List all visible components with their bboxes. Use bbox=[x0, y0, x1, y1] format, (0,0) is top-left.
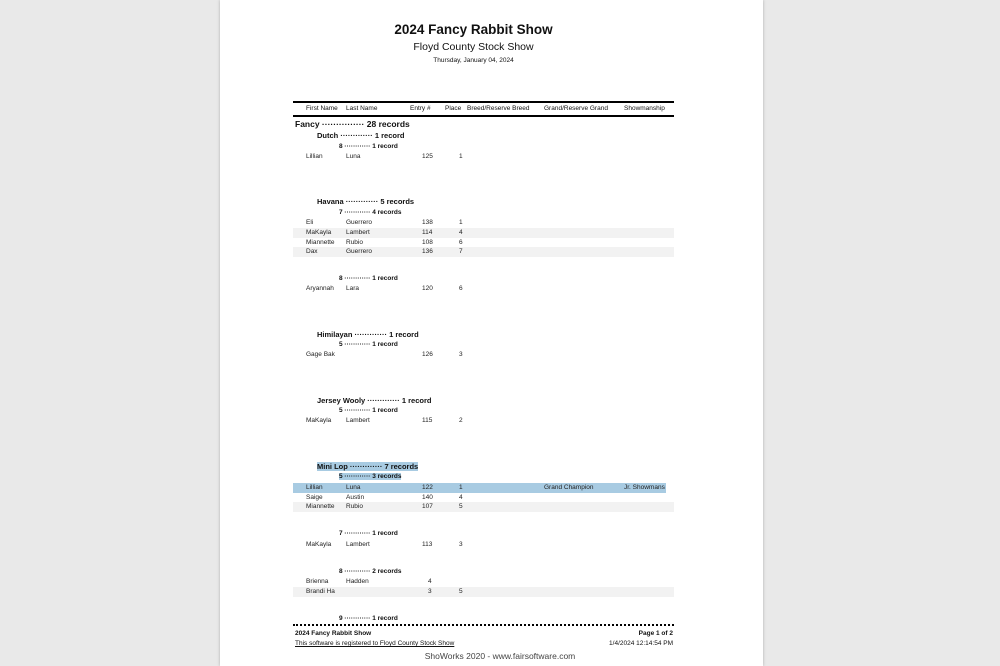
table-row bbox=[293, 247, 674, 257]
breed-mini-lop bbox=[317, 462, 418, 471]
entry-number: 107 bbox=[422, 503, 433, 510]
group-fancy: Fancy ··············· 28 records bbox=[295, 119, 410, 129]
entry-number: 140 bbox=[422, 494, 433, 501]
breed-dutch: Dutch ············· 1 record bbox=[317, 131, 405, 140]
entry-number: 108 bbox=[422, 239, 433, 246]
last-name: Lambert bbox=[346, 417, 370, 424]
entry-number: 136 bbox=[422, 248, 433, 255]
first-name: Aryannah bbox=[306, 285, 334, 292]
last-name: Rubio bbox=[346, 503, 363, 510]
place: 6 bbox=[459, 239, 463, 246]
footer-title: 2024 Fancy Rabbit Show bbox=[295, 630, 372, 637]
first-name: Miannette bbox=[306, 503, 335, 510]
entry-number: 3 bbox=[428, 588, 432, 595]
col-place: Place bbox=[445, 105, 462, 112]
report-date: Thursday, January 04, 2024 bbox=[433, 57, 514, 64]
table-row bbox=[293, 284, 674, 294]
first-name: Gage Bak bbox=[306, 351, 335, 358]
credit-line: ShoWorks 2020 - www.fairsoftware.com bbox=[424, 651, 576, 661]
place: 5 bbox=[459, 588, 463, 595]
col-showmanship: Showmanship bbox=[624, 105, 665, 112]
first-name: MaKayla bbox=[306, 417, 332, 424]
last-name: Hadden bbox=[346, 578, 369, 585]
entry-number: 122 bbox=[422, 484, 433, 491]
place: 2 bbox=[459, 417, 463, 424]
report-title: 2024 Fancy Rabbit Show bbox=[394, 22, 553, 37]
place: 7 bbox=[459, 248, 463, 255]
report-subtitle: Floyd County Stock Show bbox=[413, 41, 534, 53]
table-row bbox=[293, 350, 674, 360]
last-name: Luna bbox=[346, 153, 361, 160]
last-name: Austin bbox=[346, 494, 365, 501]
class-minilop-8: 8 ············ 2 records bbox=[339, 568, 402, 575]
class-minilop-5 bbox=[339, 473, 401, 480]
first-name: Brienna bbox=[306, 578, 329, 585]
last-name: Lambert bbox=[346, 229, 370, 236]
last-name: Rubio bbox=[346, 239, 363, 246]
table-row bbox=[293, 577, 674, 587]
table-row bbox=[293, 416, 674, 426]
place: 6 bbox=[459, 285, 463, 292]
col-grand: Grand/Reserve Grand bbox=[544, 105, 608, 112]
place: 4 bbox=[459, 494, 463, 501]
breed-mini-lop-label: Mini Lop ············· 7 records bbox=[317, 462, 419, 471]
class-minilop-5-label: 5 ············ 3 records bbox=[339, 473, 402, 480]
entry-number: 4 bbox=[428, 578, 432, 585]
place: 3 bbox=[459, 541, 463, 548]
first-name: Miannette bbox=[306, 239, 335, 246]
place: 5 bbox=[459, 503, 463, 510]
first-name: Eli bbox=[306, 219, 314, 226]
footer-rule bbox=[293, 624, 674, 626]
first-name: MaKayla bbox=[306, 541, 332, 548]
grand-reserve-grand: Grand Champion bbox=[544, 484, 594, 491]
first-name: Brandi Ha bbox=[306, 588, 335, 595]
table-row bbox=[293, 540, 674, 550]
entry-number: 113 bbox=[422, 541, 433, 548]
place: 3 bbox=[459, 351, 463, 358]
breed-jersey-wooly: Jersey Wooly ············· 1 record bbox=[317, 396, 432, 405]
col-first-name: First Name bbox=[306, 105, 338, 112]
first-name: Lillian bbox=[306, 484, 323, 491]
header-bottom-rule bbox=[293, 115, 674, 117]
breed-havana: Havana ············· 5 records bbox=[317, 197, 415, 206]
table-row bbox=[293, 152, 674, 162]
class-havana-8: 8 ············ 1 record bbox=[339, 275, 398, 282]
first-name: Lillian bbox=[306, 153, 323, 160]
entry-number: 125 bbox=[422, 153, 433, 160]
report-page bbox=[220, 0, 763, 666]
place: 1 bbox=[459, 153, 463, 160]
col-last-name: Last Name bbox=[346, 105, 378, 112]
last-name: Lambert bbox=[346, 541, 370, 548]
col-breed: Breed/Reserve Breed bbox=[467, 105, 530, 112]
first-name: Saige bbox=[306, 494, 323, 501]
breed-himilayan: Himilayan ············· 1 record bbox=[317, 330, 419, 339]
entry-number: 115 bbox=[422, 417, 433, 424]
table-row bbox=[293, 502, 674, 512]
entry-number: 138 bbox=[422, 219, 433, 226]
last-name: Guerrero bbox=[346, 219, 373, 226]
class-himilayan-5: 5 ············ 1 record bbox=[339, 341, 398, 348]
col-entry: Entry # bbox=[410, 105, 431, 112]
showmanship: Jr. Showmans bbox=[624, 484, 665, 491]
place: 1 bbox=[459, 484, 463, 491]
header-top-rule bbox=[293, 101, 674, 103]
place: 4 bbox=[459, 229, 463, 236]
footer-page: Page 1 of 2 bbox=[638, 630, 673, 637]
table-row-selected bbox=[293, 483, 666, 493]
last-name: Guerrero bbox=[346, 248, 373, 255]
table-row bbox=[293, 587, 674, 597]
first-name: MaKayla bbox=[306, 229, 332, 236]
footer-printed: 1/4/2024 12:14:54 PM bbox=[609, 640, 673, 647]
entry-number: 120 bbox=[422, 285, 433, 292]
entry-number: 126 bbox=[422, 351, 433, 358]
table-row bbox=[293, 228, 674, 238]
class-jersey-5: 5 ············ 1 record bbox=[339, 407, 398, 414]
entry-number: 114 bbox=[422, 229, 433, 236]
class-dutch-8: 8 ············ 1 record bbox=[339, 143, 398, 150]
class-minilop-7: 7 ············ 1 record bbox=[339, 530, 398, 537]
class-havana-7: 7 ············ 4 records bbox=[339, 209, 402, 216]
first-name: Dax bbox=[306, 248, 318, 255]
footer-registered: This software is registered to Floyd County Stock Show bbox=[295, 640, 455, 647]
last-name: Luna bbox=[346, 484, 361, 491]
class-minilop-9: 9 ············ 1 record bbox=[339, 615, 398, 622]
last-name: Lara bbox=[346, 285, 360, 292]
place: 1 bbox=[459, 219, 463, 226]
table-row bbox=[293, 218, 674, 228]
